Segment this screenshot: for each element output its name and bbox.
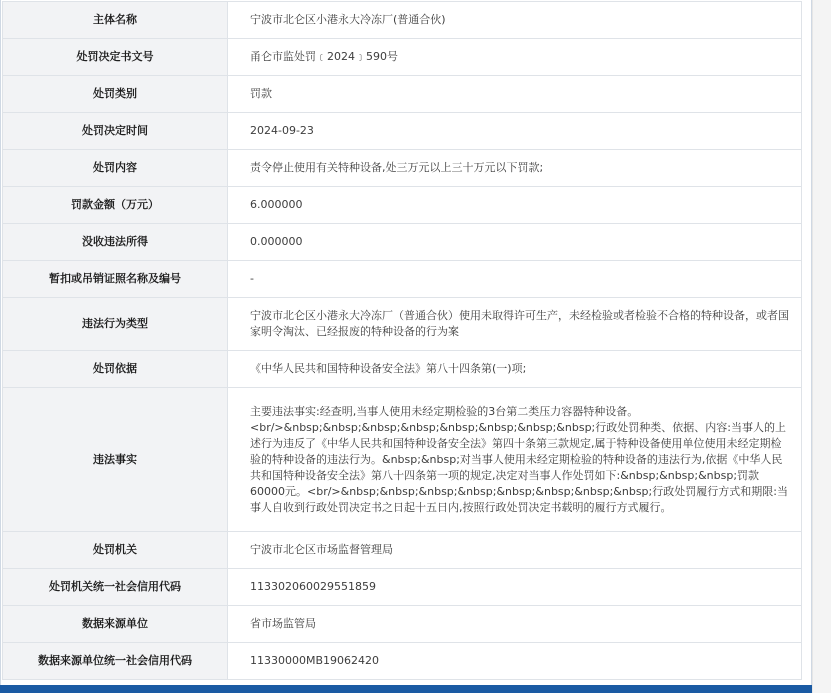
table-row [3, 532, 802, 569]
row-value: 113302060029551859 [228, 569, 802, 606]
row-label: 处罚机关统一社会信用代码 [3, 569, 228, 606]
table-row [3, 150, 802, 187]
row-label: 没收违法所得 [3, 224, 228, 261]
table-row [3, 298, 802, 351]
row-value: 甬仑市监处罚﹝2024﹞590号 [228, 39, 802, 76]
table-row [3, 113, 802, 150]
row-value: 罚款 [228, 76, 802, 113]
row-value: 11330000MB19062420 [228, 643, 802, 680]
penalty-record-table [2, 1, 802, 680]
row-label: 暂扣或吊销证照名称及编号 [3, 261, 228, 298]
table-row [3, 261, 802, 298]
row-label: 违法行为类型 [3, 298, 228, 351]
table-row [3, 2, 802, 39]
bottom-accent-bar [0, 685, 812, 693]
row-value: 主要违法事实:经查明,当事人使用未经定期检验的3台第二类压力容器特种设备。<br/>&nbsp;&nbsp;&nbsp;&nbsp;&nbsp;&nbsp;&nbsp;&nbsp;行政处罚种类、依据、内容:当事人的上述行为违反了《中华人民共和国特种设备安全法》第四十条第三款规定,属于特种设备使用单位使用未经定期检验的特种设备的违法行为。&nbsp;&nbsp;对当事人使用未经定期检验的特种设备的违法行为,依据《中华人民共和国特种设备安全法》第八十四条第一项的规定,决定对当事人作处罚如下:&nbsp;&nbsp;&nbsp;罚款60000元。<br/>&nbsp;&nbsp;&nbsp;&nbsp;&nbsp;&nbsp;&nbsp;&nbsp;行政处罚履行方式和期限:当事人自收到行政处罚决定书之日起十五日内,按照行政处罚决定书载明的履行方式履行。 [228, 388, 802, 532]
row-label: 处罚内容 [3, 150, 228, 187]
table-row [3, 351, 802, 388]
row-value: 6.000000 [228, 187, 802, 224]
row-value: 0.000000 [228, 224, 802, 261]
row-value: 2024-09-23 [228, 113, 802, 150]
row-label: 处罚依据 [3, 351, 228, 388]
table-row [3, 187, 802, 224]
row-label: 罚款金额（万元） [3, 187, 228, 224]
table-row [3, 76, 802, 113]
table-row [3, 388, 802, 532]
row-value: 宁波市北仑区小港永大冷冻厂（普通合伙）使用未取得许可生产，未经检验或者检验不合格的特种设备，或者国家明令淘汰、已经报废的特种设备的行为案 [228, 298, 802, 351]
table-row [3, 224, 802, 261]
row-value: 宁波市北仑区小港永大冷冻厂(普通合伙) [228, 2, 802, 39]
table-row [3, 606, 802, 643]
table-row [3, 569, 802, 606]
row-value: 责令停止使用有关特种设备,处三万元以上三十万元以下罚款; [228, 150, 802, 187]
row-label: 处罚机关 [3, 532, 228, 569]
row-label: 数据来源单位统一社会信用代码 [3, 643, 228, 680]
table-row [3, 39, 802, 76]
row-label: 数据来源单位 [3, 606, 228, 643]
row-value: 《中华人民共和国特种设备安全法》第八十四条第(一)项; [228, 351, 802, 388]
row-value: 宁波市北仑区市场监督管理局 [228, 532, 802, 569]
row-label: 违法事实 [3, 388, 228, 532]
table-row [3, 643, 802, 680]
page-scrollbar[interactable] [812, 0, 831, 693]
row-label: 处罚类别 [3, 76, 228, 113]
row-label: 处罚决定时间 [3, 113, 228, 150]
row-label: 处罚决定书文号 [3, 39, 228, 76]
row-value: - [228, 261, 802, 298]
row-value: 省市场监管局 [228, 606, 802, 643]
row-label: 主体名称 [3, 2, 228, 39]
